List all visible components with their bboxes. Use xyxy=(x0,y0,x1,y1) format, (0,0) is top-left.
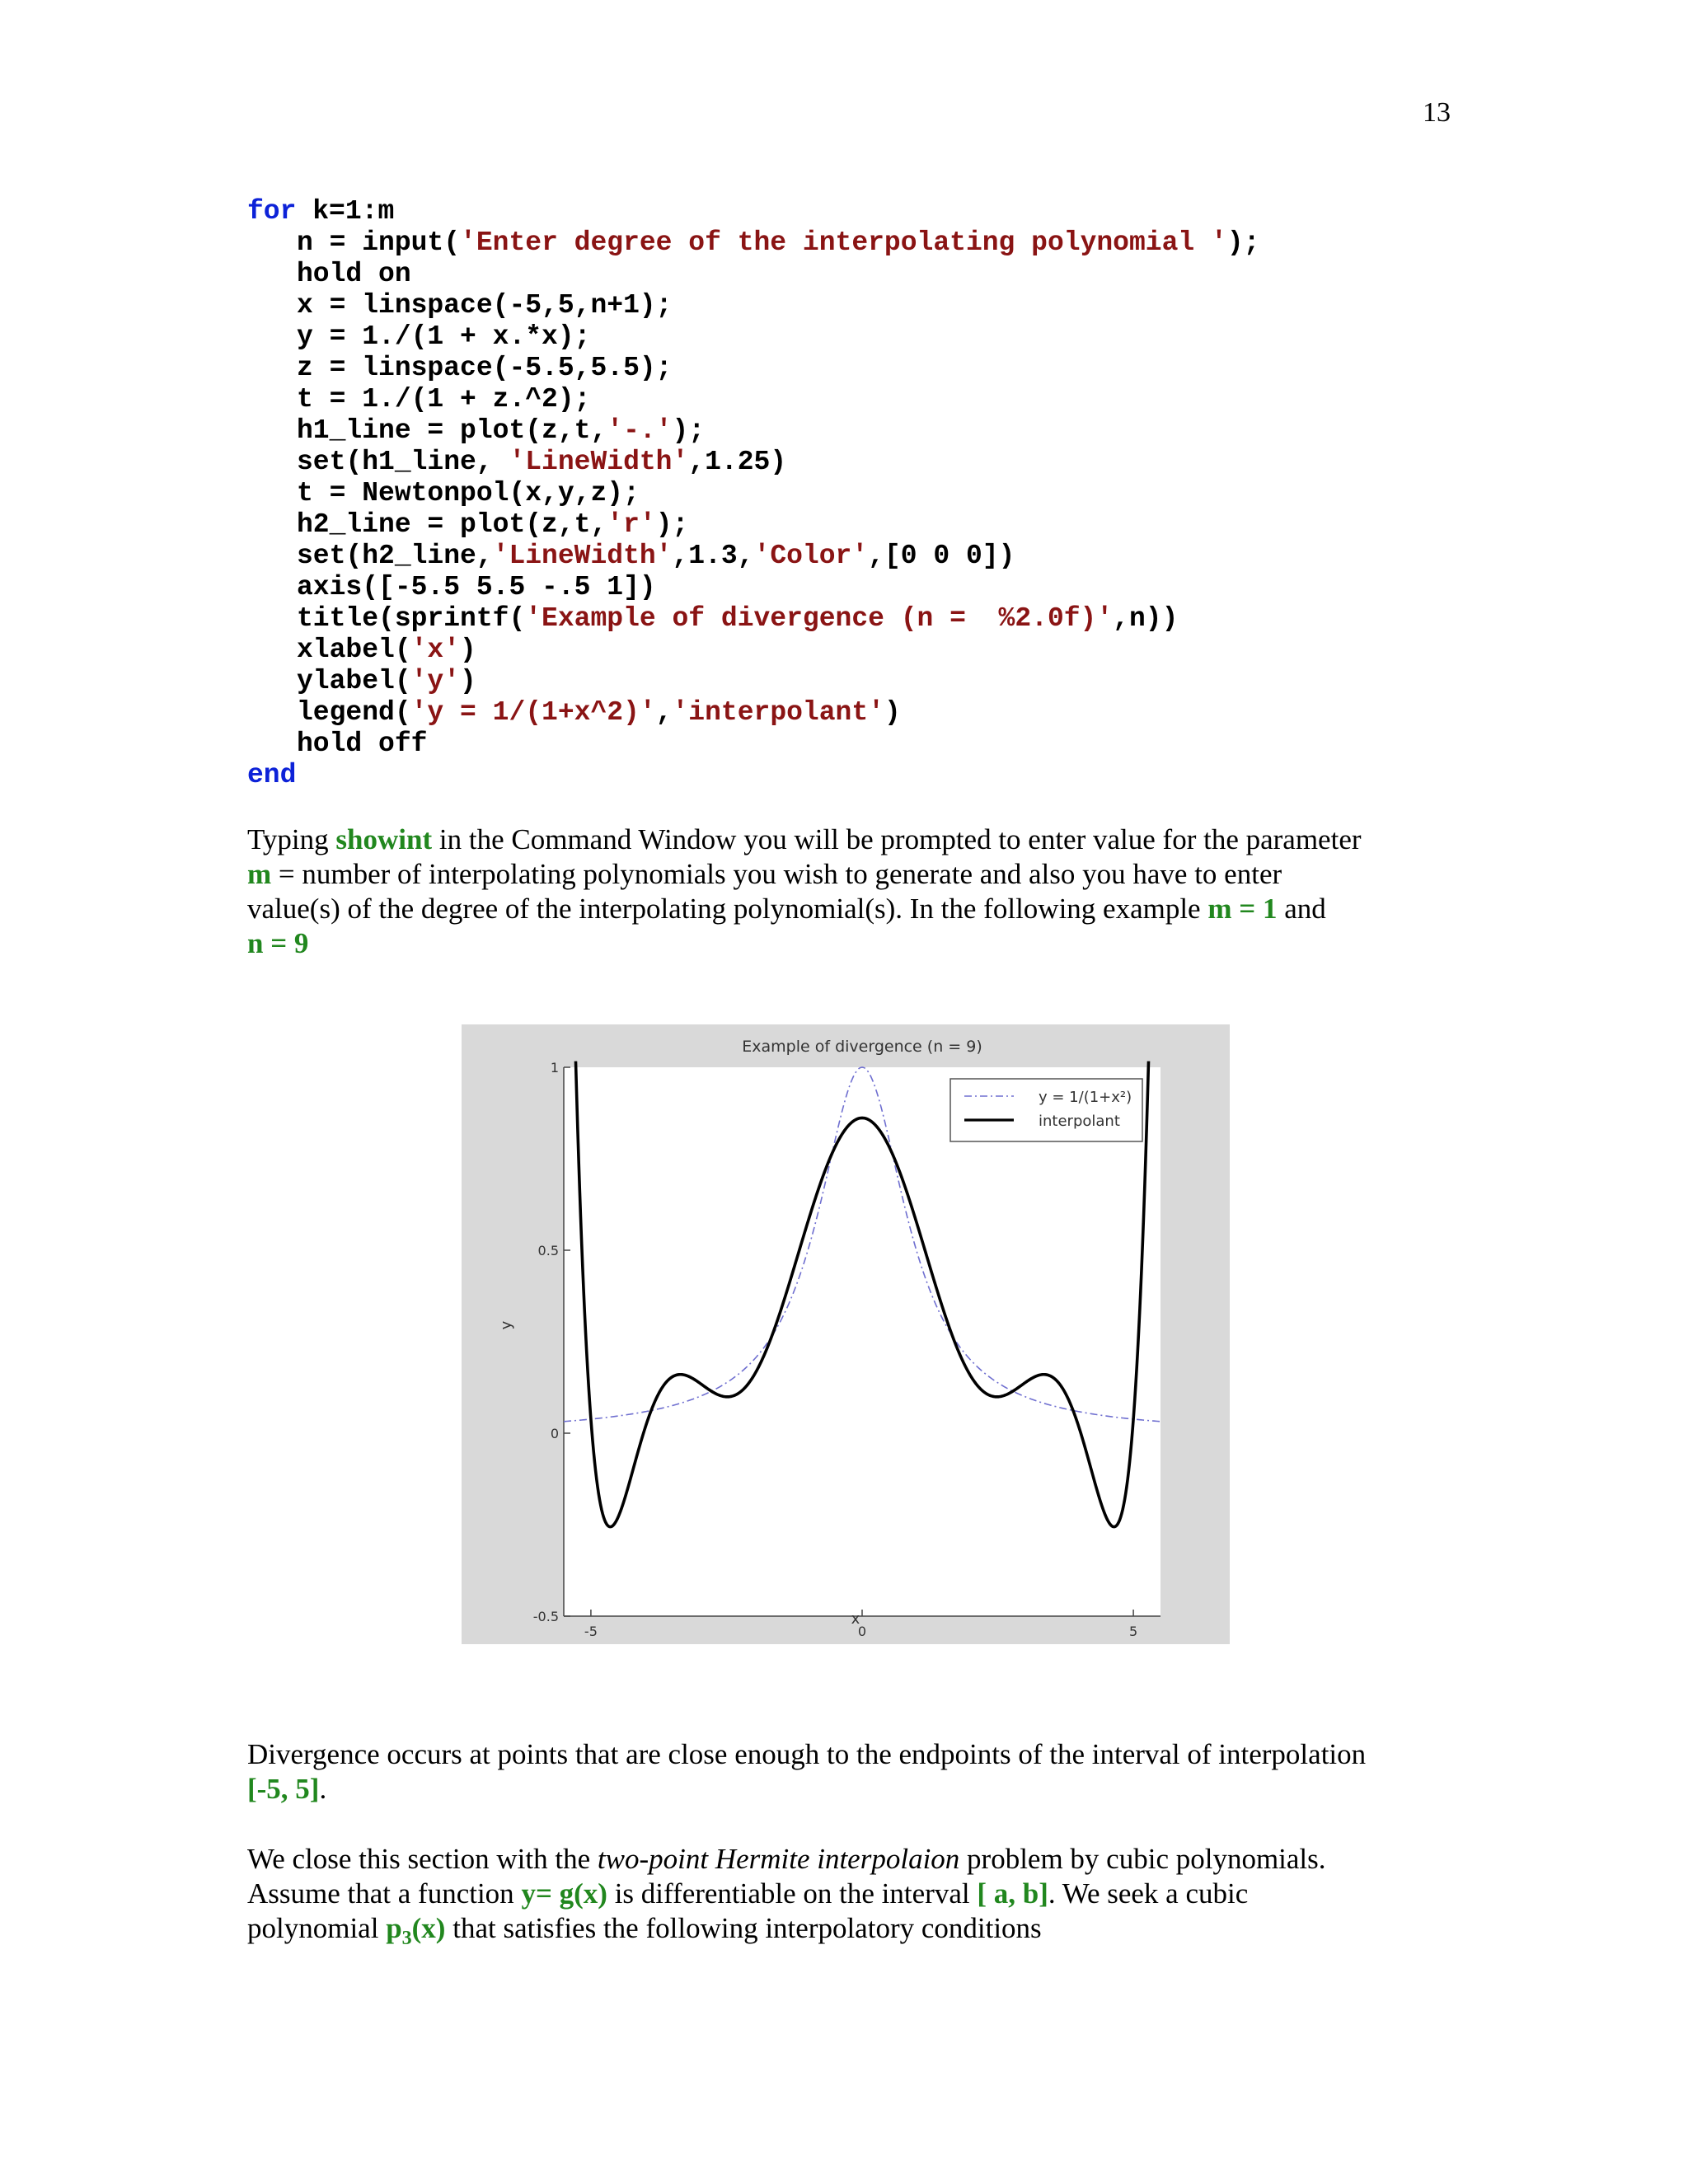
code-line xyxy=(247,259,1259,290)
m-value: m = 1 xyxy=(1207,893,1278,925)
code-line xyxy=(247,321,1259,353)
code-text: ) xyxy=(460,635,476,665)
code-string: 'interpolant' xyxy=(672,697,884,728)
text: = number of interpolating polynomials you wish to generate and also you have to enter xyxy=(271,858,1282,890)
text: We close this section with the xyxy=(247,1843,598,1875)
legend-label-runge: y = 1/(1+x²) xyxy=(1039,1089,1132,1106)
code-text: x = linspace(-5,5,n+1); xyxy=(297,290,673,321)
code-line xyxy=(247,384,1259,415)
showint-term: showint xyxy=(335,823,433,855)
code-line xyxy=(247,478,1259,509)
code-text: h2_line = plot(z,t, xyxy=(297,509,607,540)
code-text: t = 1./(1 + z.^2); xyxy=(297,384,591,415)
code-text: set(h1_line, xyxy=(297,447,509,477)
code-text: h1_line = plot(z,t, xyxy=(297,415,607,446)
text: p xyxy=(386,1912,402,1944)
code-text: , xyxy=(655,697,673,728)
code-text: ,[0 0 0]) xyxy=(868,541,1015,571)
x-tick-label: 0 xyxy=(857,1624,867,1639)
code-text: ); xyxy=(1226,227,1260,258)
code-listing xyxy=(247,196,1259,791)
text: value(s) of the degree of the interpolating polynomial(s). In the following example xyxy=(247,893,1208,925)
code-string: 'y' xyxy=(410,666,461,696)
code-text: ); xyxy=(672,415,706,446)
code-line xyxy=(247,666,1259,697)
polynomial-term xyxy=(386,1912,446,1949)
code-string: '-.' xyxy=(607,415,673,446)
code-text: axis([-5.5 5.5 -.5 1]) xyxy=(297,572,656,602)
divergence-chart xyxy=(462,1024,1230,1644)
text: (x) xyxy=(411,1912,446,1944)
legend xyxy=(950,1079,1142,1141)
text: in the Command Window you will be prompted to enter value for the parameter xyxy=(432,823,1362,855)
code-line xyxy=(247,603,1259,635)
code-text: title(sprintf( xyxy=(297,603,526,634)
text: Typing xyxy=(247,823,336,855)
code-line xyxy=(247,697,1259,729)
code-string: 'LineWidth' xyxy=(509,447,689,477)
y-tick-label: 1 xyxy=(550,1060,559,1076)
code-text: xlabel( xyxy=(297,635,411,665)
code-text: hold on xyxy=(297,259,411,289)
code-text: ylabel( xyxy=(297,666,411,696)
function-term: y= g(x) xyxy=(521,1877,607,1910)
chart-xlabel: x xyxy=(851,1610,860,1628)
code-line xyxy=(247,509,1259,541)
n-value: n = 9 xyxy=(247,927,309,959)
code-body xyxy=(247,227,1259,760)
text: Assume that a function xyxy=(247,1877,522,1910)
x-tick-label: 5 xyxy=(1128,1624,1138,1639)
text: polynomial xyxy=(247,1912,387,1944)
chart-title: Example of divergence (n = 9) xyxy=(742,1038,982,1056)
code-text: set(h2_line, xyxy=(297,541,493,571)
y-tick-label: -0.5 xyxy=(532,1609,559,1624)
y-tick-label: 0.5 xyxy=(537,1243,559,1258)
y-tick-label: 0 xyxy=(550,1426,559,1441)
interval-ab-term: [ a, b] xyxy=(977,1877,1048,1910)
code-line xyxy=(247,635,1259,666)
interval-term: [-5, 5] xyxy=(247,1773,320,1805)
axes-area xyxy=(564,1067,1160,1616)
page-number: 13 xyxy=(1423,97,1451,128)
code-text: ,1.3, xyxy=(672,541,754,571)
code-string: 'y = 1/(1+x^2)' xyxy=(410,697,656,728)
keyword-end: end xyxy=(247,760,297,790)
code-text: ); xyxy=(655,509,689,540)
code-line-end xyxy=(247,760,1259,791)
code-text: t = Newtonpol(x,y,z); xyxy=(297,478,640,509)
code-line xyxy=(247,415,1259,447)
m-term: m xyxy=(247,858,272,890)
chart-ylabel: y xyxy=(498,1320,515,1330)
subscript: 3 xyxy=(401,1928,412,1949)
code-text: z = linspace(-5.5,5.5); xyxy=(297,353,673,383)
code-line xyxy=(247,729,1259,760)
code-string: 'x' xyxy=(410,635,461,665)
text: and xyxy=(1277,893,1326,925)
text: . We seek a cubic xyxy=(1048,1877,1249,1910)
text: that satisfies the following interpolatory conditions xyxy=(445,1912,1042,1944)
code-string: 'r' xyxy=(607,509,656,540)
text: problem by cubic polynomials. xyxy=(959,1843,1326,1875)
paragraph-hermite xyxy=(247,1842,1326,1956)
code-line xyxy=(247,353,1259,384)
code-text: ,n)) xyxy=(1113,603,1179,634)
code-text: n = input( xyxy=(297,227,461,258)
code-string: 'Enter degree of the interpolating polynomial ' xyxy=(460,227,1227,258)
text: is differentiable on the interval xyxy=(607,1877,978,1910)
divergence-figure xyxy=(462,1024,1230,1644)
for-range: k=1:m xyxy=(296,196,395,227)
code-line xyxy=(247,227,1259,259)
code-text: legend( xyxy=(297,697,411,728)
code-text: hold off xyxy=(297,729,428,759)
code-text: y = 1./(1 + x.*x); xyxy=(297,321,591,352)
paragraph-divergence xyxy=(247,1737,1366,1807)
code-string: 'Example of divergence (n = %2.0f)' xyxy=(525,603,1114,634)
code-text: ) xyxy=(460,666,476,696)
keyword-for: for xyxy=(247,196,297,227)
paragraph-showint xyxy=(247,823,1362,961)
x-tick-label: -5 xyxy=(584,1624,598,1639)
code-text: ) xyxy=(884,697,901,728)
hermite-term: two-point Hermite interpolaion xyxy=(597,1843,960,1875)
code-string: 'Color' xyxy=(753,541,869,571)
code-text: ,1.25) xyxy=(688,447,787,477)
text: . xyxy=(319,1773,327,1805)
code-line xyxy=(247,447,1259,478)
code-line xyxy=(247,290,1259,321)
code-line-for xyxy=(247,196,1259,227)
legend-label-interpolant: interpolant xyxy=(1039,1113,1120,1130)
code-line xyxy=(247,572,1259,603)
code-line xyxy=(247,541,1259,572)
code-string: 'LineWidth' xyxy=(492,541,673,571)
text: Divergence occurs at points that are close enough to the endpoints of the interval of interpolation xyxy=(247,1738,1367,1770)
